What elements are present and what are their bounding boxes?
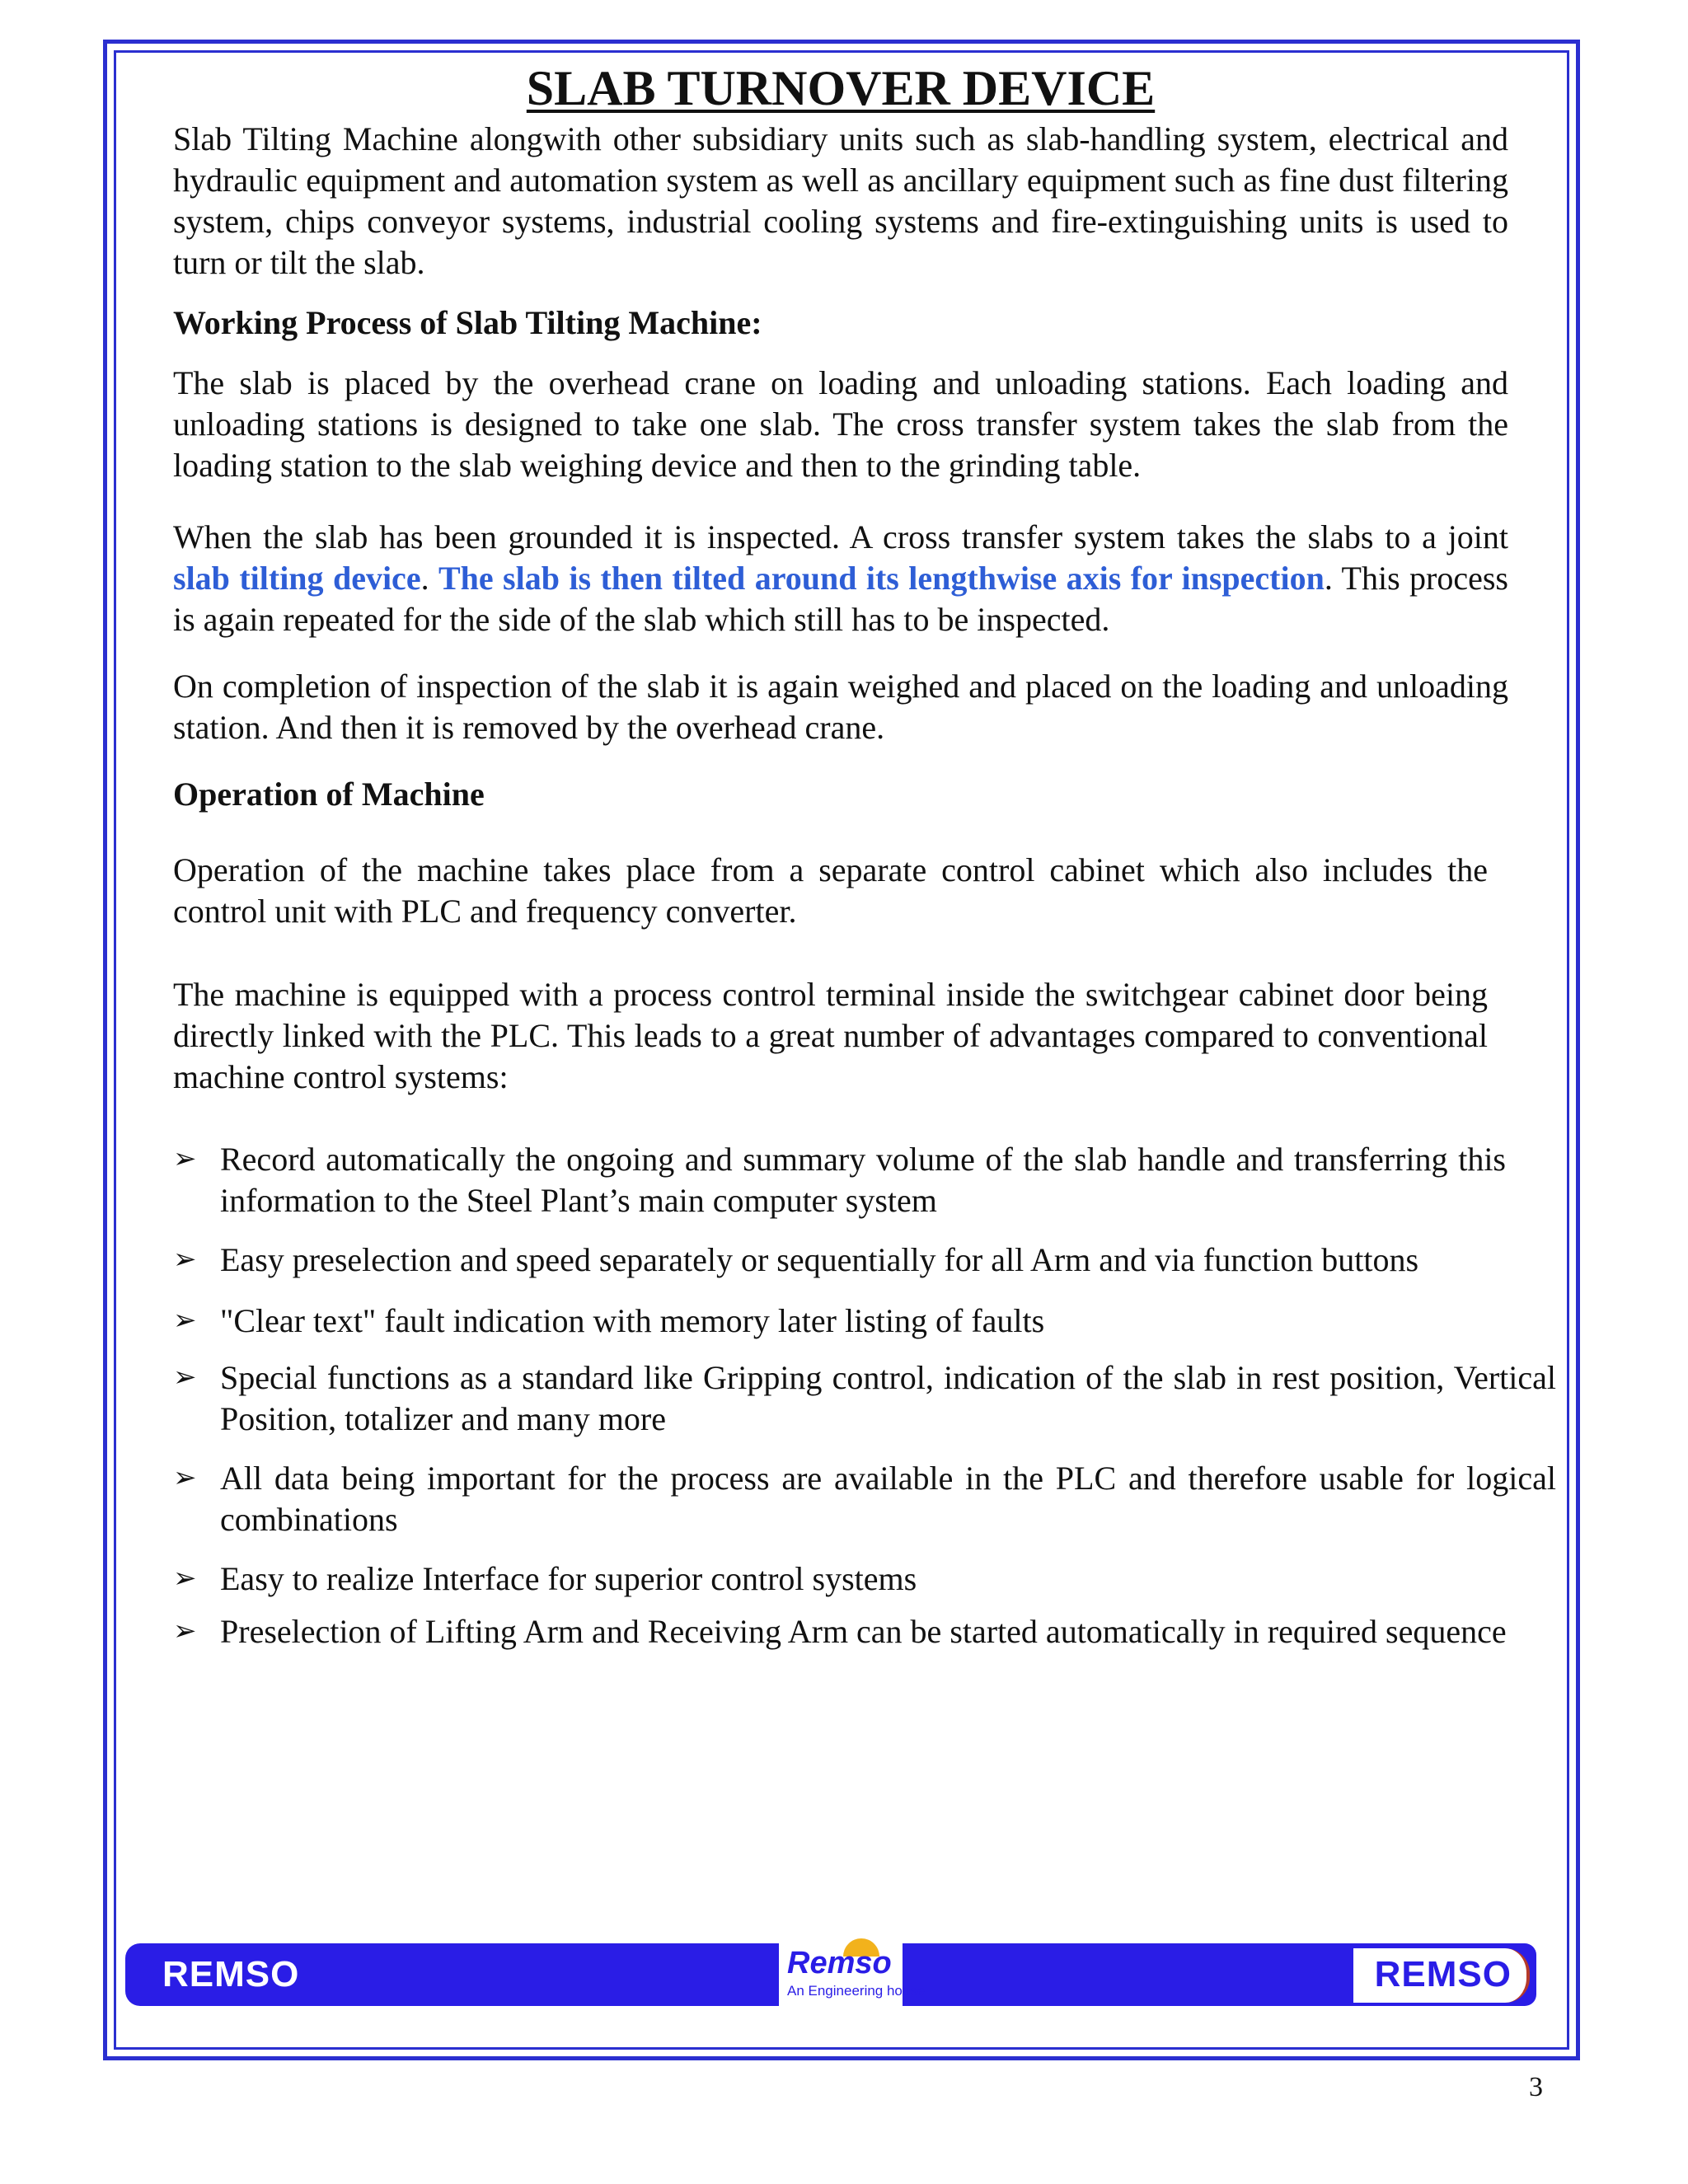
arrow-bullet-icon: ➢ [173,1362,197,1393]
list-item [173,1458,1556,1540]
arrow-bullet-icon: ➢ [173,1305,197,1336]
list-item-text: Easy preselection and speed separately or sequentially for all Arm and via function buttons [220,1241,1419,1278]
list-item [173,1301,1556,1342]
list-item-text: Preselection of Lifting Arm and Receiving Arm can be started automatically in required sequence [220,1613,1507,1650]
slab-tilting-device-highlight: slab tilting device [173,560,421,597]
list-item-text: Easy to realize Interface for superior control systems [220,1560,917,1597]
working-paragraph-2 [173,517,1508,640]
working-paragraph-3: On completion of inspection of the slab it is again weighed and placed on the loading and unloading station. And then it is removed by the overhead crane. [173,668,1508,746]
arrow-bullet-icon: ➢ [173,1144,197,1174]
working-paragraph-1: The slab is placed by the overhead crane on loading and unloading stations. Each loading and unloading stations is designed to take one slab. The cross transfer system takes the slab from the loading station to the slab weighing device and then to the grinding table. [173,364,1508,484]
list-item-text: "Clear text" fault indication with memory later listing of faults [220,1302,1045,1339]
working-process-heading: Working Process of Slab Tilting Machine: [173,304,762,341]
page-number: 3 [1529,2072,1543,2102]
list-item-text: Record automatically the ongoing and summary volume of the slab handle and transferring this information to the Steel Plant’s main computer system [220,1141,1506,1219]
advantages-list [173,1139,1556,1652]
arrow-bullet-icon: ➢ [173,1244,197,1275]
page-title: SLAB TURNOVER DEVICE [526,61,1156,115]
arrow-bullet-icon: ➢ [173,1563,197,1594]
tilted-axis-highlight: The slab is then tilted around its lengthwise axis for inspection [438,560,1325,597]
operation-heading: Operation of Machine [173,776,485,813]
remso-logo [779,1937,926,2008]
footer-brand-left: REMSO [162,1954,300,1994]
list-item [173,1139,1556,1221]
arrow-bullet-icon: ➢ [173,1616,197,1647]
list-item [173,1558,1556,1600]
working-p2-text-start: When the slab has been grounded it is inspected. A cross transfer system takes the slabs to a joint [173,518,1508,555]
working-p2-text-end: . This process is again repeated for the side of the slab which still has to be inspected. [173,560,1508,638]
page-content [173,58,1574,1652]
footer-banner [125,1937,1536,2009]
working-p2-separator: . [420,560,438,597]
logo-wordmark: Remso [787,1946,892,1980]
list-item-text: All data being important for the process are available in the PLC and therefore usable for logical combinations [220,1460,1556,1538]
list-item [173,1240,1556,1281]
logo-tagline: An Engineering house [787,1983,926,1999]
footer-brand-right: REMSO [1374,1954,1512,1994]
operation-paragraph-2: The machine is equipped with a process control terminal inside the switchgear cabinet door being directly linked with the PLC. This leads to a great number of advantages compared to conventional machine control systems: [173,976,1488,1095]
list-item-text: Special functions as a standard like Gripping control, indication of the slab in rest position, Vertical Position, totalizer and many more [220,1359,1556,1437]
operation-paragraph-1: Operation of the machine takes place from a separate control cabinet which also includes the control unit with PLC and frequency converter. [173,851,1488,930]
arrow-bullet-icon: ➢ [173,1463,197,1493]
list-item [173,1611,1556,1652]
list-item [173,1357,1556,1440]
intro-paragraph: Slab Tilting Machine alongwith other subsidiary units such as slab-handling system, electrical and hydraulic equipment and automation system as well as ancillary equipment such as fine dust filtering system, chips conveyor systems, industrial cooling systems and fire-extinguishing units is used to turn or tilt the slab. [173,120,1508,281]
